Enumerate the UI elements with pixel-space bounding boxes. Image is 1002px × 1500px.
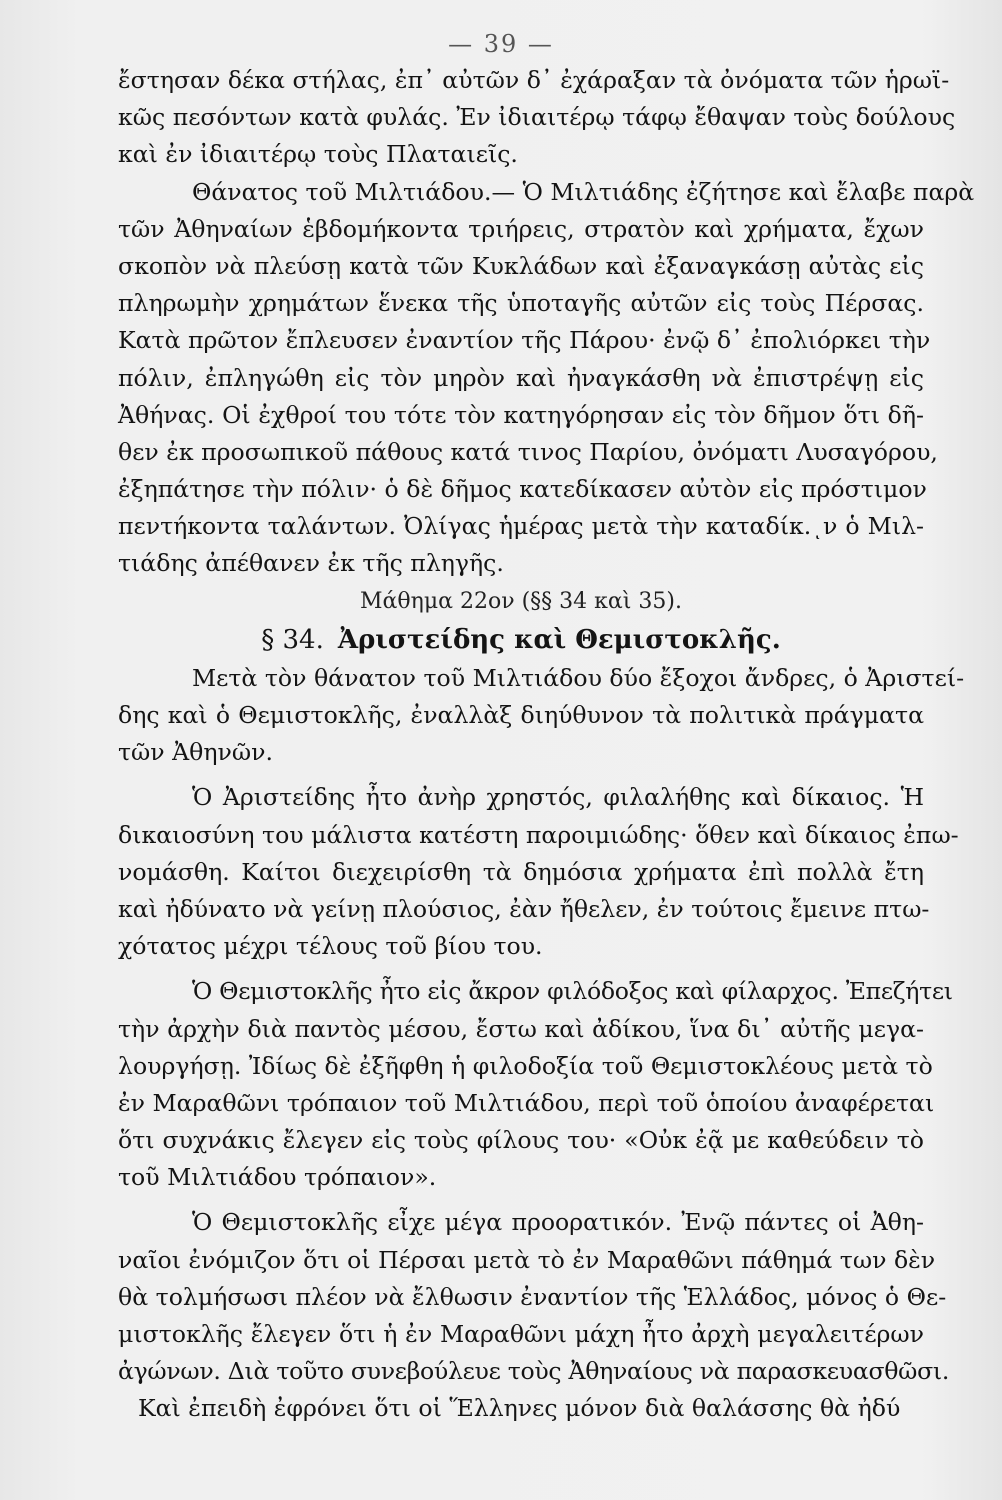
text-line: Ὁ Θεμιστοκλῆς εἶχε μέγα προορατικόν. Ἐνῷ πάντες οἱ Ἀθη- [192, 1208, 924, 1237]
text-line: ἔστησαν δέκα στήλας, ἐπ᾽ αὐτῶν δ᾽ ἐχάραξαν τὰ ὀνόματα τῶν ἡρωϊ- [118, 66, 950, 94]
text-line: πεντήκοντα ταλάντων. Ὀλίγας ἡμέρας μετὰ τὴν καταδίκ.ͺν ὁ Μιλ- [118, 512, 924, 541]
text-line: καὶ ἐν ἰδιαιτέρῳ τοὺς Πλαταιεῖς. [118, 140, 518, 169]
text-line: νομάσθη. Καίτοι διεχειρίσθη τὰ δημόσια χρήματα ἐπὶ πολλὰ ἔτη [118, 857, 924, 886]
text-line: Ἀθήνας. Οἱ ἐχθροί του τότε τὸν κατηγόρησαν εἰς τὸν δῆμον ὅτι δῆ- [118, 400, 924, 429]
text-line: δης καὶ ὁ Θεμιστοκλῆς, ἐναλλὰξ διηύθυνον τὰ πολιτικὰ πράγματα [118, 701, 924, 729]
text-line: καὶ ἠδύνατο νὰ γείνῃ πλούσιος, ἐὰν ἤθελεν, ἐν τούτοις ἔμεινε πτω- [118, 894, 930, 923]
text-line: μιστοκλῆς ἔλεγεν ὅτι ἡ ἐν Μαραθῶνι μάχη ἦτο ἀρχὴ μεγαλειτέρων [118, 1320, 924, 1348]
text-line: Κατὰ πρῶτον ἔπλευσεν ἐναντίον τῆς Πάρου· ἐνῷ δ᾽ ἐπολιόρκει τὴν [118, 326, 931, 355]
page-number: — 39 — [448, 30, 554, 58]
text-line: σκοπὸν νὰ πλεύσῃ κατὰ τῶν Κυκλάδων καὶ ἐξαναγκάσῃ αὐτὰς εἰς [118, 251, 924, 280]
text-line: χότατος μέχρι τέλους τοῦ βίου του. [118, 932, 543, 961]
text-line: λουργήσῃ. Ἰδίως δὲ ἐξῆφθη ἡ φιλοδοξία τοῦ Θεμιστοκλέους μετὰ τὸ [118, 1051, 933, 1080]
text-line: θεν ἐκ προσωπικοῦ πάθους κατά τινος Παρίου, ὀνόματι Λυσαγόρου, [118, 437, 938, 466]
text-line: πόλιν, ἐπληγώθη εἰς τὸν μηρὸν καὶ ἠναγκάσθη νὰ ἐπιστρέψῃ εἰς [118, 363, 924, 392]
text-line: θὰ τολμήσωσι πλέον νὰ ἔλθωσιν ἐναντίον τῆς Ἑλλάδος, μόνος ὁ Θε- [118, 1282, 947, 1311]
text-line: τοῦ Μιλτιάδου τρόπαιον». [118, 1163, 437, 1192]
text-line: Μετὰ τὸν θάνατον τοῦ Μιλτιάδου δύο ἔξοχοι ἄνδρες, ὁ Ἀριστεί- [192, 663, 965, 692]
text-line: ἐν Μαραθῶνι τρόπαιον τοῦ Μιλτιάδου, περὶ τοῦ ὁποίου ἀναφέρεται [118, 1088, 935, 1117]
text-line: ὅτι συχνάκις ἔλεγεν εἰς τοὺς φίλους του· «Οὐκ ἐᾷ με καθεύδειν τὸ [118, 1126, 924, 1155]
lesson-line: Μάθημα 22ον (§§ 34 καὶ 35). [360, 588, 682, 614]
text-line: ναῖοι ἐνόμιζον ὅτι οἱ Πέρσαι μετὰ τὸ ἐν Μαραθῶνι πάθημά των δὲν [118, 1245, 936, 1274]
text-line: δικαιοσύνη του μάλιστα κατέστη παροιμιώδης· ὅθεν καὶ δίκαιος ἐπω- [118, 820, 959, 849]
text-line: τὴν ἀρχὴν διὰ παντὸς μέσου, ἔστω καὶ ἀδίκου, ἵνα δι᾽ αὐτῆς μεγα- [118, 1014, 924, 1043]
text-line: τῶν Ἀθηναίων ἑβδομήκοντα τριήρεις, στρατὸν καὶ χρήματα, ἔχων [118, 214, 924, 243]
text-line: Ὁ Ἀριστείδης ἦτο ἀνὴρ χρηστός, φιλαλήθης καὶ δίκαιος. Ἡ [192, 783, 924, 812]
text-line: ἀγώνων. Διὰ τοῦτο συνεβούλευε τοὺς Ἀθηναίους νὰ παρασκευασθῶσι. [118, 1357, 950, 1386]
page-text [118, 62, 975, 1428]
text-line: Θάνατος τοῦ Μιλτιάδου.— Ὁ Μιλτιάδης ἐζήτησε καὶ ἔλαβε παρὰ [192, 177, 975, 206]
section-heading [118, 620, 924, 660]
text-line: πληρωμὴν χρημάτων ἕνεκα τῆς ὑποταγῆς αὐτῶν εἰς τοὺς Πέρσας. [118, 289, 924, 318]
section-number: § 34. [261, 624, 324, 655]
text-line: Ὁ Θεμιστοκλῆς ἦτο εἰς ἄκρον φιλόδοξος καὶ φίλαρχος. Ἐπεζήτει [192, 977, 953, 1006]
text-line: τιάδης ἀπέθανεν ἐκ τῆς πληγῆς. [118, 549, 504, 578]
section-title: Ἀριστείδης καὶ Θεμιστοκλῆς. [337, 624, 781, 655]
text-line: ἐξηπάτησε τὴν πόλιν· ὁ δὲ δῆμος κατεδίκασεν αὐτὸν εἰς πρόστιμον [118, 475, 927, 504]
text-line: κῶς πεσόντων κατὰ φυλάς. Ἐν ἰδιαιτέρῳ τάφῳ ἔθαψαν τοὺς δούλους [118, 103, 956, 132]
text-line: Καὶ ἐπειδὴ ἐφρόνει ὅτι οἱ Ἕλληνες μόνον διὰ θαλάσσης θὰ ἠδύ [138, 1394, 901, 1423]
text-line: τῶν Ἀθηνῶν. [118, 738, 273, 767]
